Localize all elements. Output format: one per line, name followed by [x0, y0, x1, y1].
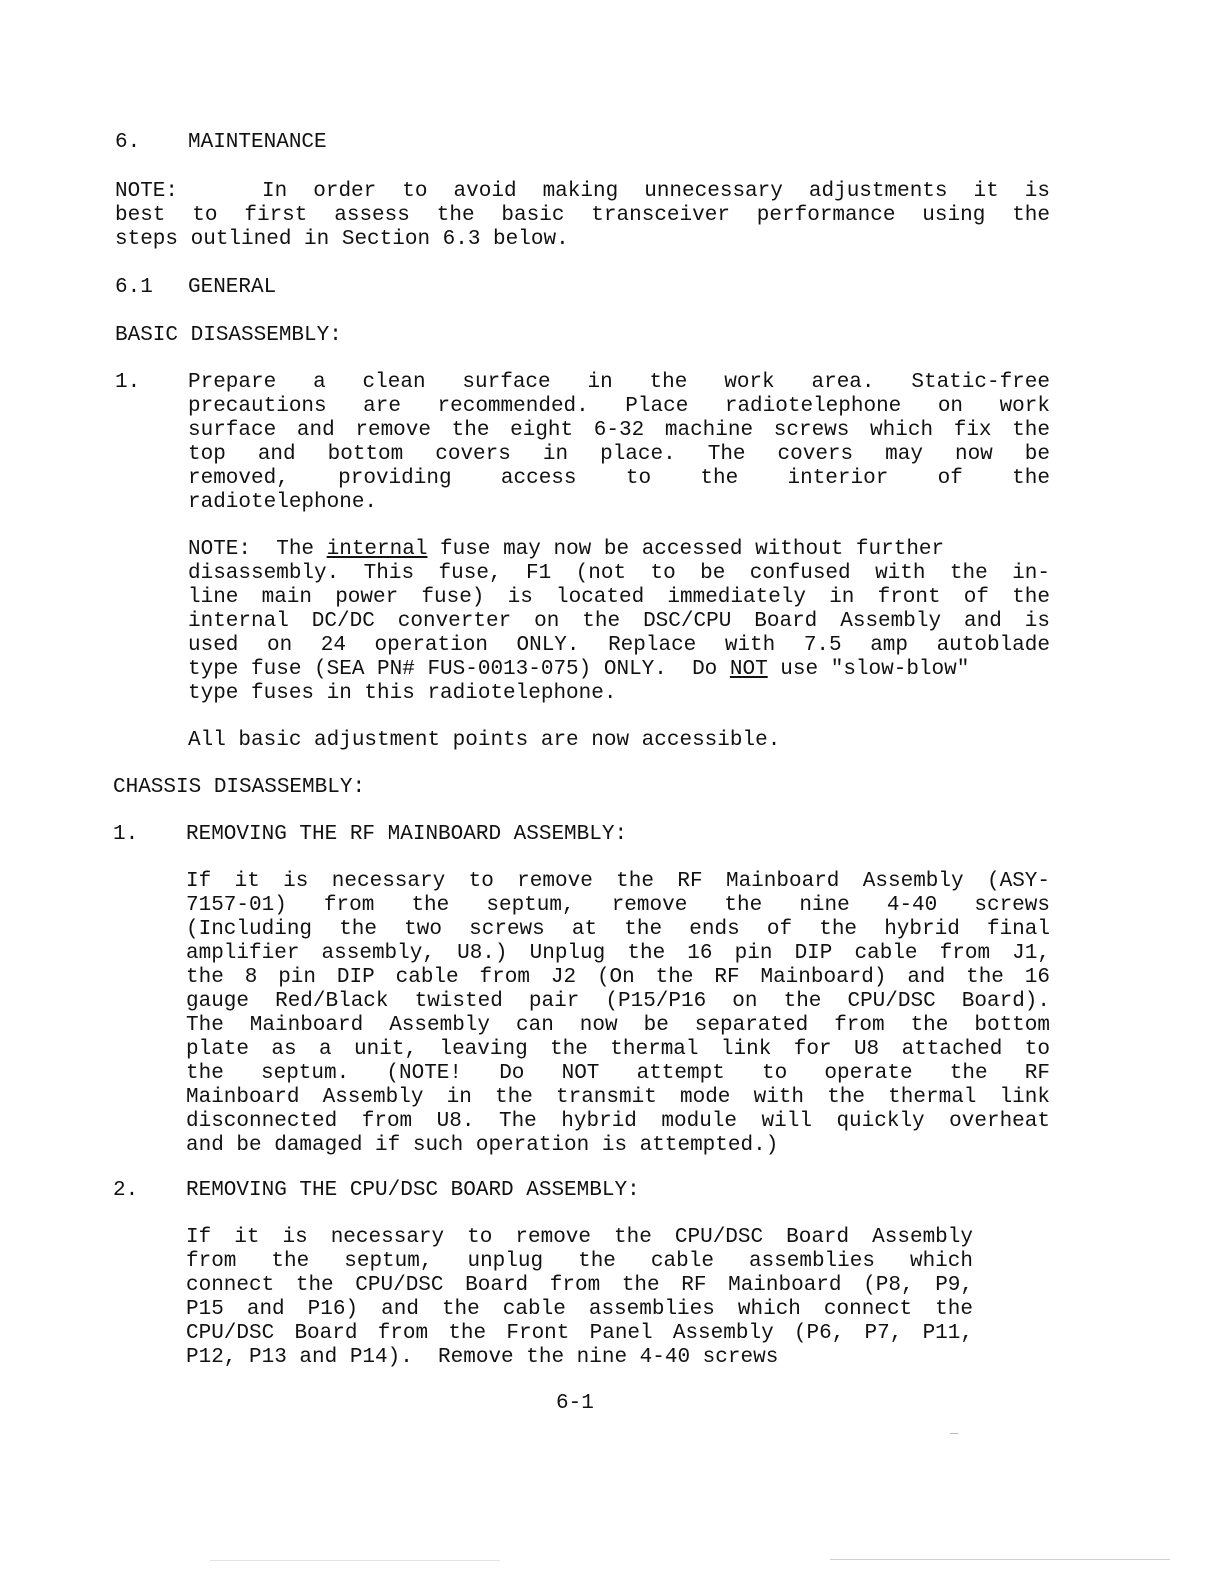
- underlined-word-not: NOT: [729, 658, 768, 681]
- note-text: NOTE: The: [188, 538, 327, 561]
- paragraph-line: and be damaged if such operation is attempted.): [186, 1134, 779, 1157]
- paragraph-line: radiotelephone.: [188, 491, 378, 514]
- item-title: REMOVING THE RF MAINBOARD ASSEMBLY:: [186, 823, 628, 846]
- list-number: 1.: [113, 823, 139, 846]
- paragraph-line: 7157-01) from the septum, remove the nine 4-40 screws: [186, 894, 1050, 917]
- paragraph-line: (Including the two screws at the ends of the hybrid final: [186, 918, 1050, 941]
- paragraph-line: removed, providing access to the interior of the: [188, 467, 1050, 490]
- note-line: steps outlined in Section 6.3 below.: [115, 228, 569, 251]
- fuse-note-line: [188, 658, 969, 682]
- basic-disassembly-heading: BASIC DISASSEMBLY:: [115, 324, 342, 347]
- paragraph-line: P12, P13 and P14). Remove the nine 4-40 screws: [186, 1346, 779, 1369]
- paragraph-line: If it is necessary to remove the RF Mainboard Assembly (ASY-: [186, 870, 1050, 893]
- paragraph-line: The Mainboard Assembly can now be separated from the bottom: [186, 1014, 1050, 1037]
- note-line: In order to avoid making unnecessary adjustments it is: [262, 180, 1050, 203]
- list-number: 1.: [115, 371, 141, 394]
- note-text: type fuse (SEA PN# FUS-0013-075) ONLY. Do: [188, 658, 730, 681]
- paragraph-line: If it is necessary to remove the CPU/DSC Board Assembly: [186, 1226, 973, 1249]
- underlined-word-internal: internal: [326, 538, 428, 561]
- chassis-disassembly-heading: CHASSIS DISASSEMBLY:: [113, 776, 366, 799]
- fuse-note-line: line main power fuse) is located immediately in front of the: [188, 586, 1050, 609]
- paragraph-line: plate as a unit, leaving the thermal link for U8 attached to: [186, 1038, 1050, 1061]
- fuse-note-line: used on 24 operation ONLY. Replace with 7.5 amp autoblade: [188, 634, 1050, 657]
- list-number: 2.: [113, 1179, 139, 1202]
- paragraph-line: P15 and P16) and the cable assemblies which connect the: [186, 1298, 973, 1321]
- section-number: 6.: [115, 131, 141, 154]
- note-text: fuse may now be accessed without further: [427, 538, 945, 561]
- adjustment-points-line: All basic adjustment points are now accessible.: [188, 729, 781, 752]
- paragraph-line: Prepare a clean surface in the work area. Static-free: [188, 371, 1050, 394]
- paragraph-line: CPU/DSC Board from the Front Panel Assembly (P6, P7, P11,: [186, 1322, 973, 1345]
- paragraph-line: Mainboard Assembly in the transmit mode with the thermal link: [186, 1086, 1050, 1109]
- paragraph-line: the 8 pin DIP cable from J2 (On the RF Mainboard) and the 16: [186, 966, 1050, 989]
- paragraph-line: the septum. (NOTE! Do NOT attempt to operate the RF: [186, 1062, 1050, 1085]
- section-title: MAINTENANCE: [188, 131, 327, 154]
- paragraph-line: amplifier assembly, U8.) Unplug the 16 pin DIP cable from J1,: [186, 942, 1050, 965]
- note-text: use "slow-blow": [767, 658, 970, 681]
- fuse-note-first-line: [188, 538, 944, 562]
- scan-speck: [950, 1433, 958, 1434]
- page-number: 6-1: [556, 1392, 594, 1415]
- paragraph-line: surface and remove the eight 6-32 machine screws which fix the: [188, 419, 1050, 442]
- paragraph-line: top and bottom covers in place. The covers may now be: [188, 443, 1050, 466]
- scan-speck: [210, 1560, 500, 1561]
- paragraph-line: connect the CPU/DSC Board from the RF Mainboard (P8, P9,: [186, 1274, 973, 1297]
- note-line: best to first assess the basic transceiver performance using the: [115, 204, 1050, 227]
- paragraph-line: gauge Red/Black twisted pair (P15/P16 on the CPU/DSC Board).: [186, 990, 1050, 1013]
- paragraph-line: disconnected from U8. The hybrid module will quickly overheat: [186, 1110, 1050, 1133]
- paragraph-line: precautions are recommended. Place radiotelephone on work: [188, 395, 1050, 418]
- scan-speck: [830, 1559, 1170, 1560]
- fuse-note-line: internal DC/DC converter on the DSC/CPU Board Assembly and is: [188, 610, 1050, 633]
- paragraph-line: from the septum, unplug the cable assemblies which: [186, 1250, 973, 1273]
- fuse-note-line: disassembly. This fuse, F1 (not to be confused with the in-: [188, 562, 1050, 585]
- note-label: NOTE:: [115, 180, 179, 203]
- subsection-title: GENERAL: [188, 276, 277, 299]
- item-title: REMOVING THE CPU/DSC BOARD ASSEMBLY:: [186, 1179, 640, 1202]
- subsection-number: 6.1: [115, 276, 153, 299]
- fuse-note-line: type fuses in this radiotelephone.: [188, 682, 617, 705]
